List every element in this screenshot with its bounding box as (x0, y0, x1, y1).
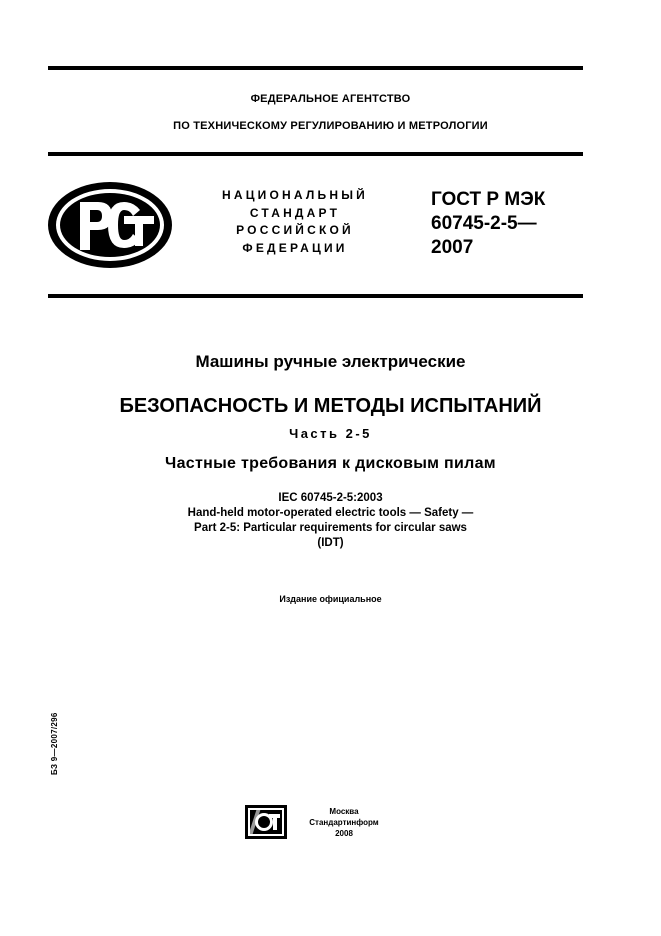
national-standard-line: ФЕДЕРАЦИИ (242, 240, 348, 255)
agency-line-2: ПО ТЕХНИЧЕСКОМУ РЕГУЛИРОВАНИЮ И МЕТРОЛОГИИ (173, 120, 488, 132)
lower-rule (48, 294, 583, 298)
national-standard-line: СТАНДАРТ (249, 205, 341, 220)
national-standard-label (205, 187, 385, 257)
iec-line: Hand-held motor-operated electric tools — Safety — (187, 507, 474, 519)
side-code: БЗ 9—2007/296 (50, 712, 59, 775)
publisher-name: Стандартинформ (309, 818, 379, 827)
publisher-info (294, 806, 394, 839)
document-particular-title: Частные требования к дисковым пилам (165, 455, 496, 472)
upper-rule (48, 152, 583, 156)
iec-line: IEC 60745-2-5:2003 (278, 492, 383, 504)
top-rule (48, 66, 583, 70)
document-subtitle: БЕЗОПАСНОСТЬ И МЕТОДЫ ИСПЫТАНИЙ (119, 395, 542, 417)
standard-designation (431, 188, 545, 260)
agency-line-1: ФЕДЕРАЛЬНОЕ АГЕНТСТВО (250, 93, 411, 105)
publisher-city: Москва (329, 807, 359, 816)
national-standard-line: РОССИЙСКОЙ (236, 223, 354, 237)
document-part: Часть 2-5 (289, 426, 372, 441)
rst-certification-mark-icon (46, 180, 174, 270)
publisher-year: 2008 (335, 829, 353, 838)
standartinform-logo-icon (245, 805, 287, 839)
edition-label: Издание официальное (279, 594, 382, 604)
designation-line: 60745-2-5— (431, 213, 537, 234)
iec-line: (IDT) (317, 537, 344, 549)
iec-reference (0, 491, 661, 551)
iec-line: Part 2-5: Particular requirements for circular saws (194, 522, 467, 534)
designation-line: 2007 (431, 237, 474, 258)
document-title: Машины ручные электрические (195, 352, 466, 371)
national-standard-line: НАЦИОНАЛЬНЫЙ (221, 188, 369, 202)
designation-line: ГОСТ Р МЭК (431, 189, 546, 210)
